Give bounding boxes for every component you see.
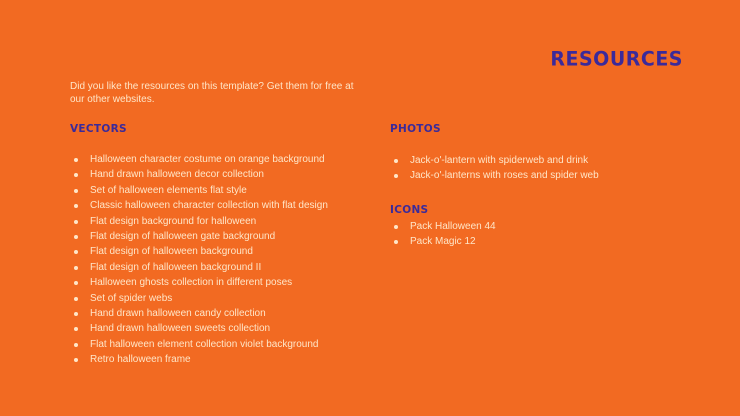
list-item	[70, 321, 328, 336]
list-item-label: Set of spider webs	[90, 292, 173, 304]
list-item	[70, 337, 328, 352]
page-title: RESOURCES	[550, 47, 683, 71]
list-item	[70, 291, 328, 306]
bullet-icon	[74, 158, 78, 162]
list-item-label: Flat design background for halloween	[90, 215, 257, 227]
list-item-label: Flat halloween element collection violet background	[90, 338, 319, 350]
list-item-label: Classic halloween character collection with flat design	[90, 200, 328, 212]
list-item-label: Flat design of halloween gate background	[90, 230, 276, 242]
list-item-label: Flat design of halloween background	[90, 246, 253, 258]
list-item	[70, 198, 328, 213]
bullet-icon	[394, 225, 398, 229]
list-item	[70, 152, 328, 167]
list-item	[70, 167, 328, 182]
list-item	[390, 234, 496, 249]
bullet-icon	[74, 343, 78, 347]
list-item	[70, 183, 328, 198]
list-item-label: Hand drawn halloween decor collection	[90, 169, 264, 181]
intro-text: Did you like the resources on this template? Get them for free at our other websites.	[70, 81, 354, 105]
icons-heading: ICONS	[390, 204, 429, 216]
bullet-icon	[394, 159, 398, 163]
list-item-label: Halloween character costume on orange background	[90, 154, 325, 165]
bullet-icon	[74, 189, 78, 193]
list-item	[70, 275, 328, 290]
bullet-icon	[74, 173, 78, 177]
list-item-label: Jack-o'-lantern with spiderweb and drink	[410, 155, 589, 166]
bullet-icon	[74, 204, 78, 208]
list-item	[390, 219, 496, 234]
bullet-icon	[74, 327, 78, 331]
list-item	[70, 229, 328, 244]
bullet-icon	[74, 266, 78, 270]
list-item	[70, 214, 328, 229]
vectors-heading: VECTORS	[70, 123, 127, 135]
list-item-label: Retro halloween frame	[90, 354, 191, 366]
bullet-icon	[74, 220, 78, 224]
bullet-icon	[74, 235, 78, 239]
list-item	[70, 244, 328, 259]
list-item-label: Pack Magic 12	[410, 236, 476, 248]
list-item-label: Flat design of halloween background II	[90, 261, 262, 273]
list-item	[70, 260, 328, 275]
bullet-icon	[74, 281, 78, 285]
bullet-icon	[74, 358, 78, 362]
list-item-label: Set of halloween elements flat style	[90, 184, 247, 196]
icons-list	[390, 219, 496, 250]
list-item	[70, 306, 328, 321]
bullet-icon	[394, 174, 398, 178]
list-item-label: Hand drawn halloween candy collection	[90, 307, 266, 319]
list-item	[70, 352, 328, 367]
vectors-list	[70, 152, 328, 367]
list-item-label: Jack-o'-lanterns with roses and spider web	[410, 170, 599, 182]
list-item-label: Hand drawn halloween sweets collection	[90, 323, 271, 335]
list-item	[390, 153, 599, 168]
photos-list	[390, 153, 599, 184]
bullet-icon	[74, 312, 78, 316]
list-item-label: Pack Halloween 44	[410, 221, 496, 232]
bullet-icon	[74, 250, 78, 254]
bullet-icon	[394, 240, 398, 244]
list-item-label: Halloween ghosts collection in different poses	[90, 277, 293, 289]
photos-heading: PHOTOS	[390, 123, 441, 135]
bullet-icon	[74, 297, 78, 301]
list-item	[390, 168, 599, 183]
